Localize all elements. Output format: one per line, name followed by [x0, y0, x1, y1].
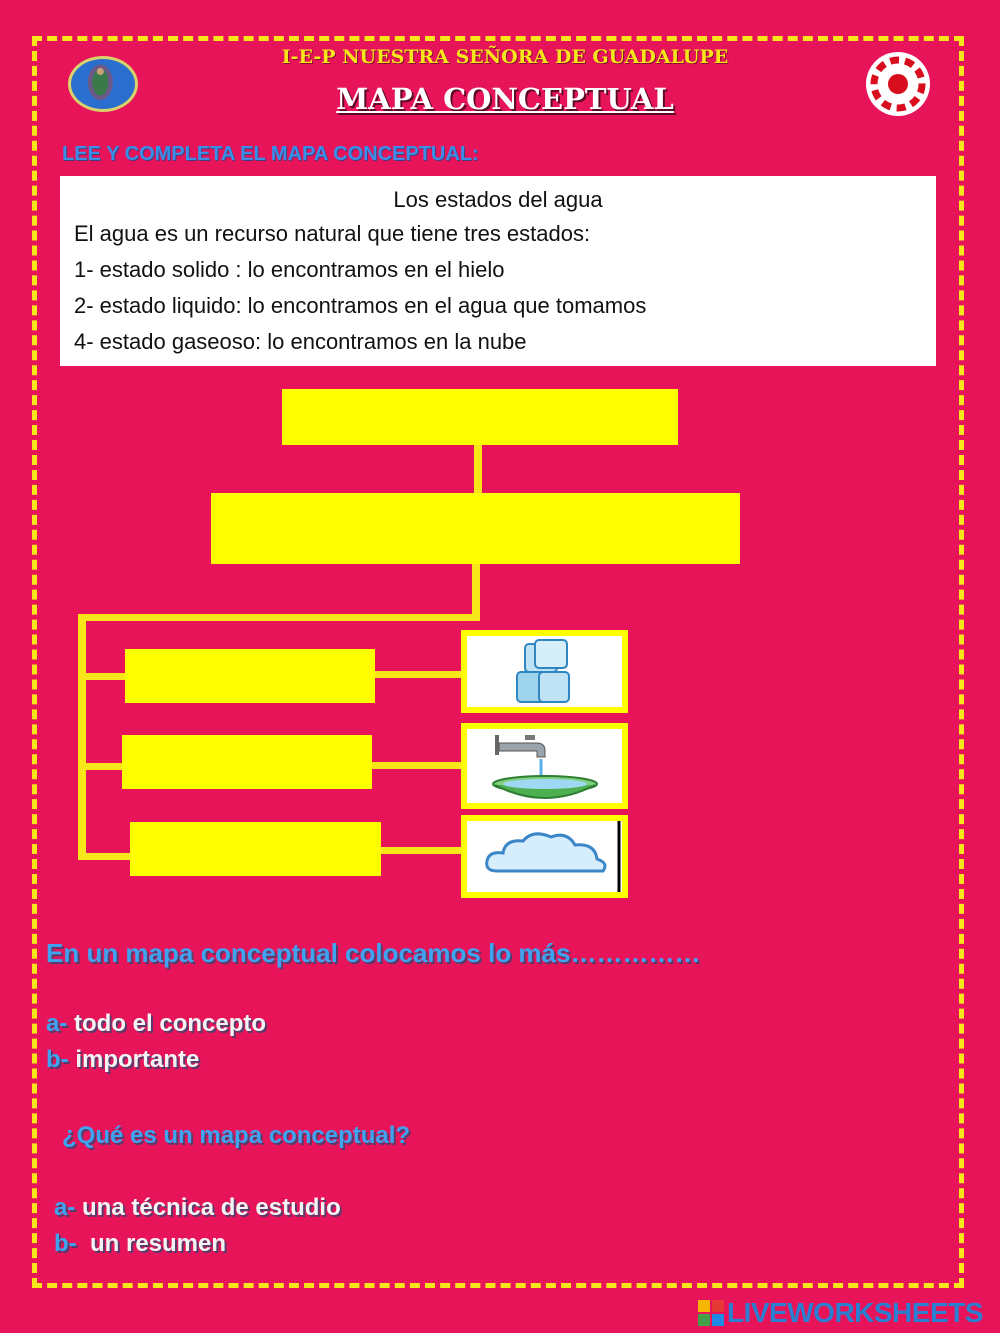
watermark[interactable]	[698, 1297, 983, 1329]
image-box-ice	[461, 630, 628, 713]
gear-logo-icon	[862, 48, 934, 120]
reading-title: Los estados del agua	[393, 187, 603, 212]
connector-line	[80, 853, 132, 860]
ice-cubes-icon	[467, 636, 622, 707]
answer-box-liquid[interactable]	[122, 735, 372, 789]
question-2-option-a[interactable]	[54, 1194, 341, 1222]
connector-line	[474, 445, 482, 493]
connector-line	[80, 763, 126, 770]
answer-box-top[interactable]	[282, 389, 678, 445]
question-1-option-b[interactable]	[46, 1046, 199, 1074]
connector-line	[375, 671, 461, 678]
reading-line: 2- estado liquido: lo encontramos en el agua que tomamos	[74, 293, 647, 318]
connector-line	[80, 673, 126, 680]
answer-box-main[interactable]	[211, 493, 740, 564]
faucet-basin-icon	[467, 729, 622, 803]
answer-box-gas[interactable]	[130, 822, 381, 876]
reading-line: 1- estado solido : lo encontramos en el hielo	[74, 257, 505, 282]
school-name: I-E-P NUESTRA SEÑORA DE GUADALUPE	[281, 46, 729, 68]
connector-line	[80, 614, 480, 621]
reading-box	[60, 176, 936, 366]
image-box-water	[461, 723, 628, 809]
connector-line	[472, 564, 480, 618]
option-text: importante	[75, 1046, 200, 1073]
watermark-text: LIVEWORKSHEETS	[727, 1297, 983, 1328]
option-text: un resumen	[83, 1230, 227, 1257]
page-title: MAPA CONCEPTUAL	[336, 82, 674, 116]
option-letter: a-	[46, 1010, 68, 1037]
school-logo-icon	[68, 56, 138, 112]
question-1-prompt: En un mapa conceptual colocamos lo más……………	[46, 938, 701, 968]
reading-line: El agua es un recurso natural que tiene tres estados:	[74, 221, 591, 246]
connector-line	[381, 847, 461, 854]
cloud-icon	[467, 821, 622, 892]
liveworksheets-logo-icon	[698, 1300, 724, 1326]
option-text: una técnica de estudio	[82, 1194, 341, 1221]
image-box-cloud	[461, 815, 628, 898]
answer-box-solid[interactable]	[125, 649, 375, 703]
connector-line	[78, 614, 86, 860]
instruction-text: LEE Y COMPLETA EL MAPA CONCEPTUAL:	[62, 143, 479, 165]
option-letter: b-	[46, 1046, 69, 1073]
question-1-option-a[interactable]	[46, 1010, 266, 1038]
connector-line	[372, 762, 461, 769]
question-2-prompt: ¿Qué es un mapa conceptual?	[62, 1122, 411, 1149]
reading-line: 4- estado gaseoso: lo encontramos en la nube	[74, 329, 527, 354]
option-text: todo el concepto	[74, 1010, 267, 1037]
option-letter: b-	[54, 1230, 77, 1257]
option-letter: a-	[54, 1194, 76, 1221]
question-2-option-b[interactable]	[54, 1230, 226, 1258]
